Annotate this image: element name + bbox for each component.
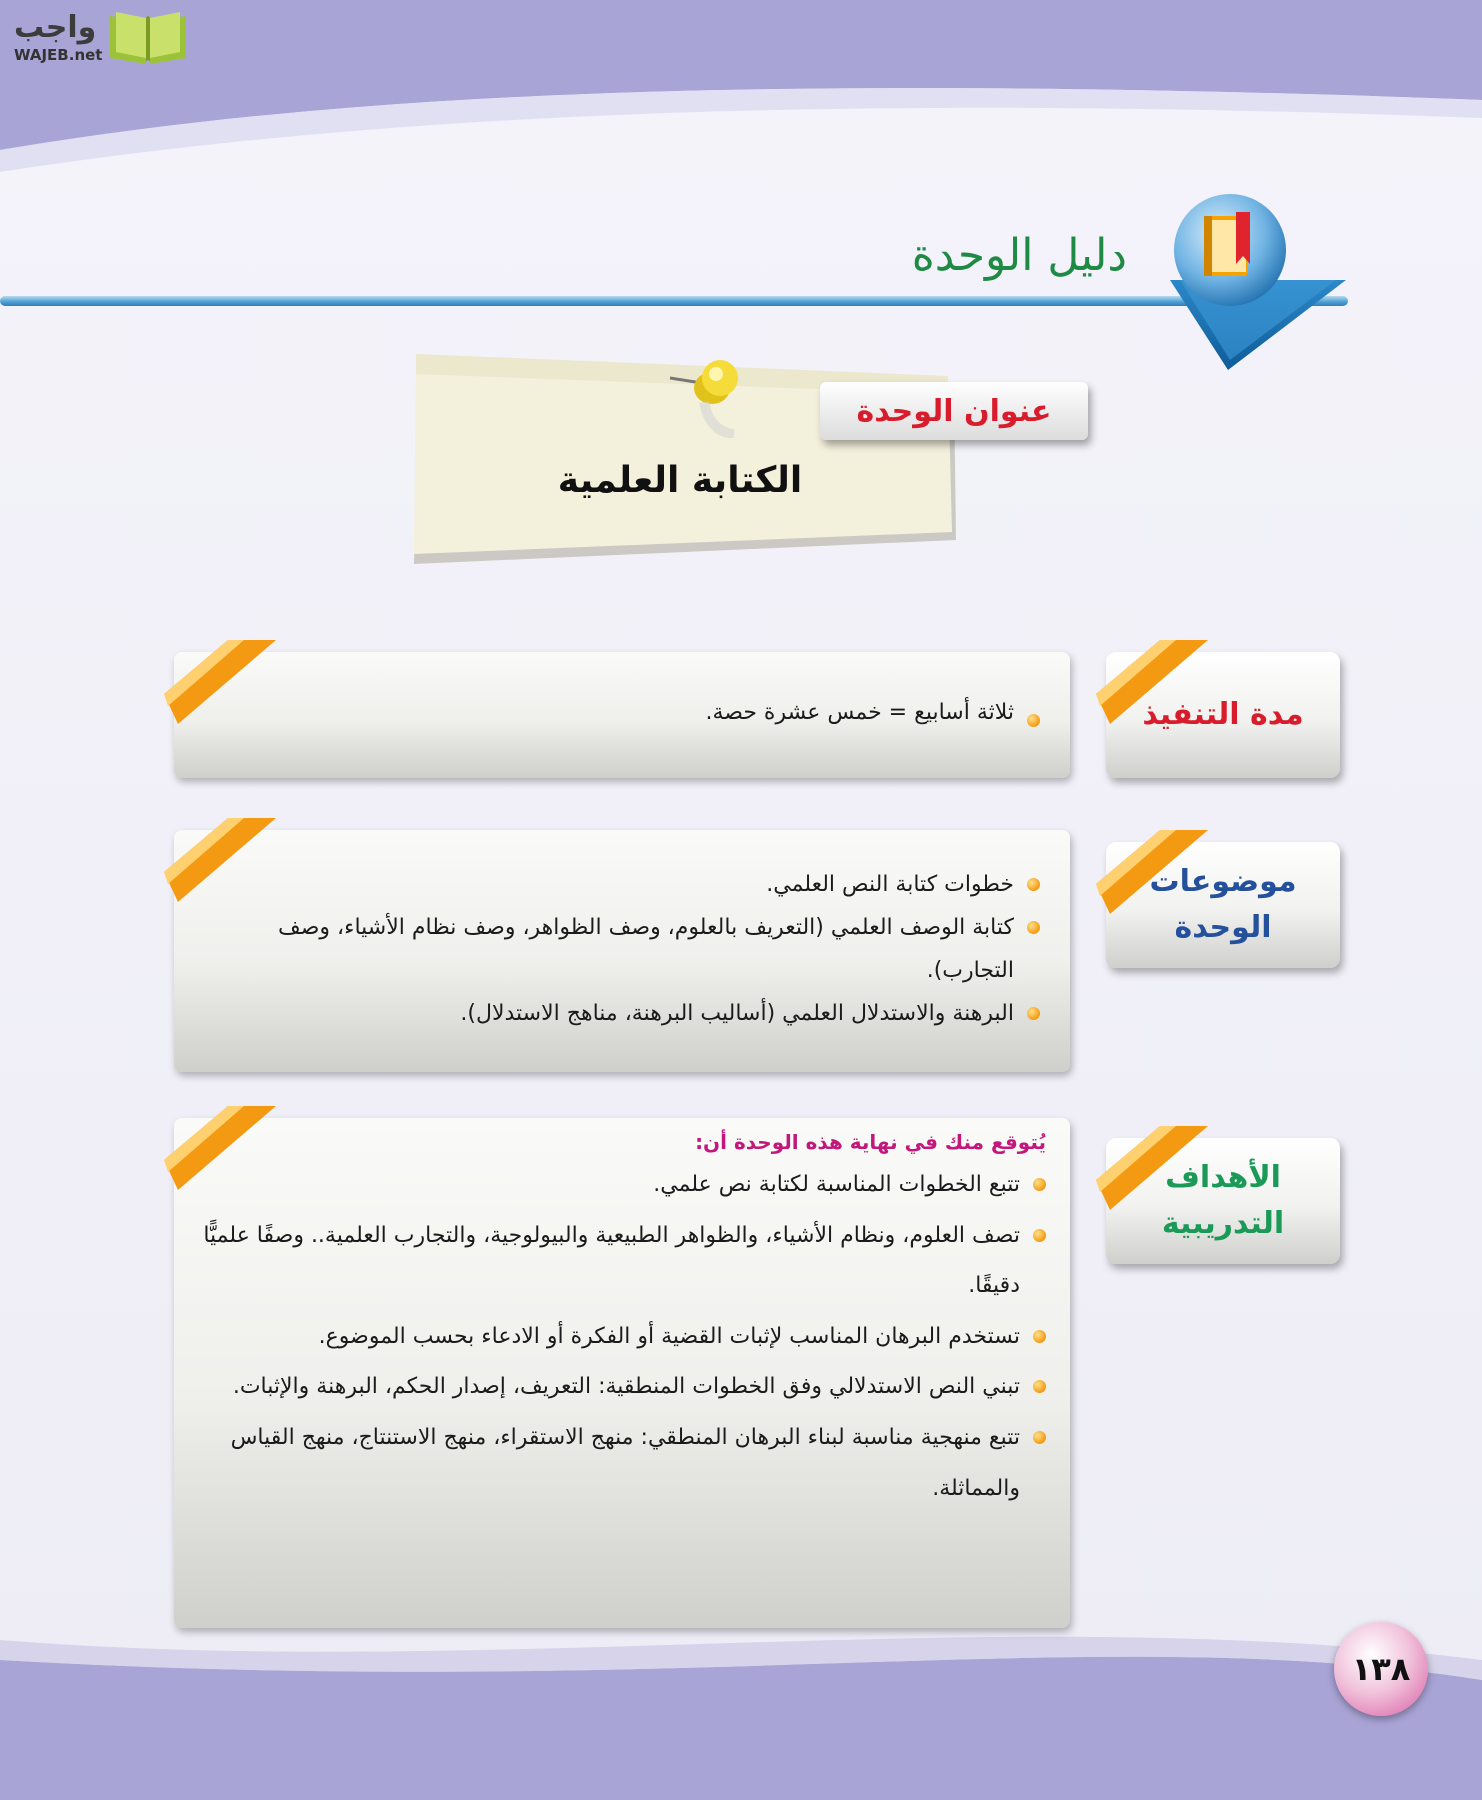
goals-intro: يُتوقع منك في نهاية هذه الوحدة أن: [695, 1130, 1046, 1154]
goals-label-line1: الأهداف [1165, 1159, 1281, 1195]
goals-label-line2: التدريبية [1161, 1206, 1285, 1241]
list-item: تصف العلوم، ونظام الأشياء، والظواهر الطبيعية والبيولوجية، والتجارب العلمية.. وصفًا علميًّا دقيقًا. [194, 1211, 1046, 1312]
goals-label-ribbon-icon [1090, 1124, 1210, 1214]
logo-site: WAJEB.net [14, 46, 103, 64]
topics-label-line1: موضوعات [1149, 863, 1297, 899]
list-item: كتابة الوصف العلمي (التعريف بالعلوم، وصف الظواهر، وصف نظام الأشياء، وصف التجارب). [222, 907, 1040, 993]
topics-content-box [174, 830, 1070, 1072]
unit-title: الكتابة العلمية [557, 460, 803, 501]
pushpin-icon [664, 348, 744, 438]
list-item: تبني النص الاستدلالي وفق الخطوات المنطقية: التعريف، إصدار الحكم، البرهنة والإثبات. [194, 1362, 1046, 1413]
duration-label: مدة التنفيذ [1142, 696, 1304, 732]
topics-label-ribbon-icon [1090, 828, 1210, 918]
header-divider [0, 296, 1348, 306]
book-emblem-icon [1150, 190, 1350, 380]
goals-box-ribbon-icon [158, 1104, 278, 1194]
goals-content-box [174, 1118, 1070, 1628]
duration-label-ribbon-icon [1090, 638, 1210, 728]
duration-box-ribbon-icon [158, 638, 278, 728]
page-number: ١٣٨ [1334, 1622, 1428, 1716]
topics-label-line2: الوحدة [1174, 910, 1272, 945]
book-icon [106, 6, 190, 66]
topics-box-ribbon-icon [158, 816, 278, 906]
duration-list [204, 700, 1040, 725]
list-item: تتبع منهجية مناسبة لبناء البرهان المنطقي: منهج الاستقراء، منهج الاستنتاج، منهج القياس والمماثلة. [194, 1413, 1046, 1514]
list-item: ثلاثة أسابيع = خمس عشرة حصة. [204, 700, 1040, 725]
goals-list [194, 1160, 1046, 1514]
topics-list [222, 864, 1040, 1036]
list-item: البرهنة والاستدلال العلمي (أساليب البرهنة، مناهج الاستدلال). [222, 993, 1040, 1036]
duration-content-box [174, 652, 1070, 778]
list-item: تستخدم البرهان المناسب لإثبات القضية أو الفكرة أو الادعاء بحسب الموضوع. [194, 1312, 1046, 1363]
unit-title-tag: عنوان الوحدة [820, 382, 1088, 440]
list-item: خطوات كتابة النص العلمي. [222, 864, 1040, 907]
wajeb-logo[interactable] [10, 6, 190, 68]
page-title: دليل الوحدة [911, 230, 1127, 281]
list-item: تتبع الخطوات المناسبة لكتابة نص علمي. [194, 1160, 1046, 1211]
logo-name: واجب [14, 10, 97, 45]
